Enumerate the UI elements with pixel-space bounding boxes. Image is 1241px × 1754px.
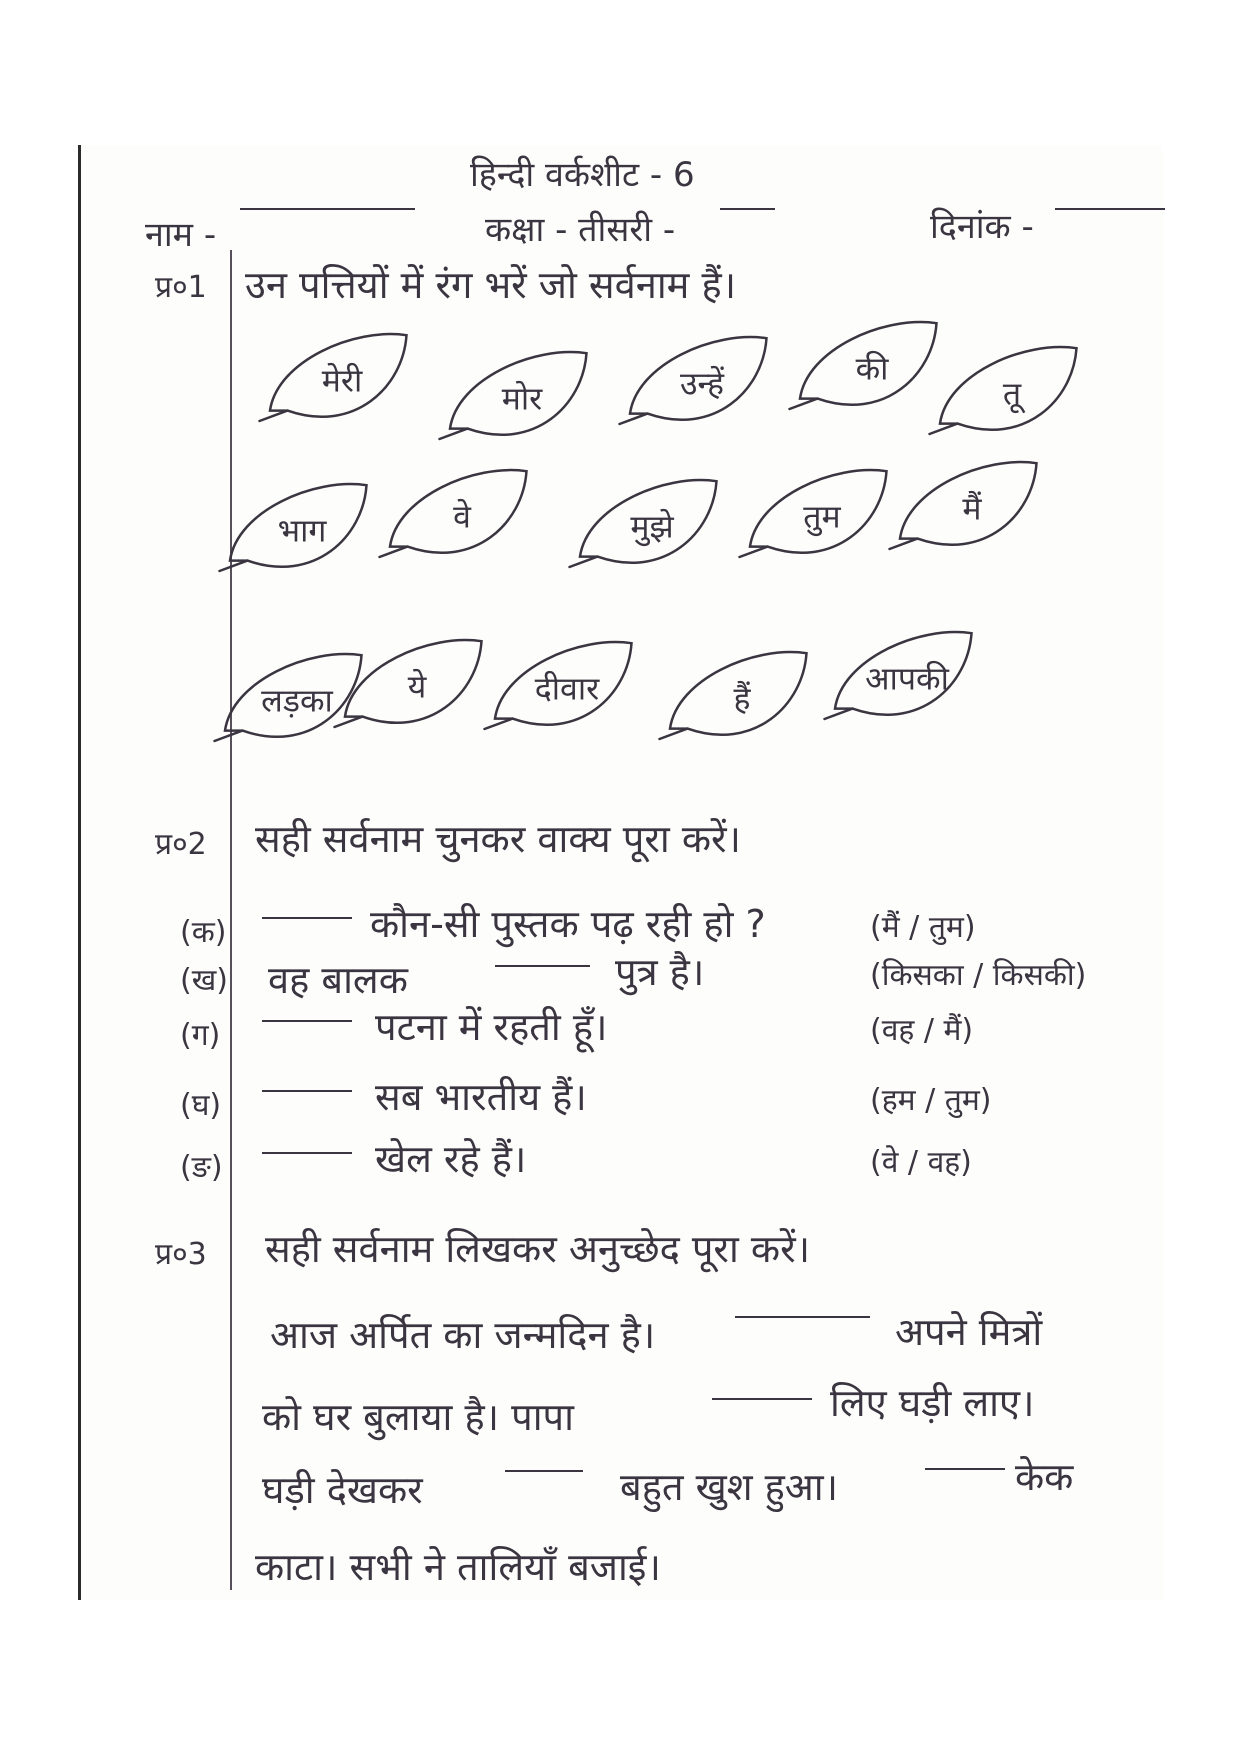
- q3-line2-b: लिए घड़ी लाए।: [830, 1381, 1035, 1425]
- leaf-stem: [890, 539, 918, 549]
- q2-answer-blank[interactable]: [262, 1090, 352, 1092]
- q3-line3-c: केक: [1015, 1455, 1074, 1499]
- q3-line3-b: बहुत खुश हुआ।: [620, 1465, 839, 1509]
- leaf-word: मुझे: [630, 507, 674, 546]
- q3-line2-a: को घर बुलाया है। पापा: [262, 1395, 574, 1439]
- leaf-word: ये: [407, 667, 427, 706]
- leaf-stem: [930, 424, 958, 434]
- q2-item-options: (वे / वह): [870, 1145, 972, 1180]
- leaf-word: उन्हें: [679, 364, 725, 403]
- leaf-word: तू: [1002, 374, 1022, 413]
- q2-item-label: (क): [180, 915, 227, 950]
- q3-blank-2[interactable]: [712, 1398, 812, 1400]
- q2-item-sentence: कौन-सी पुस्तक पढ़ रही हो ?: [370, 902, 766, 946]
- leaves-area: [0, 0, 1241, 780]
- q2-answer-blank[interactable]: [262, 917, 352, 919]
- q2-item-sentence: पुत्र है।: [615, 950, 705, 994]
- q2-item-options: (किसका / किसकी): [870, 958, 1087, 993]
- worksheet-title: हिन्दी वर्कशीट - 6: [470, 155, 695, 195]
- leaf-word: भाग: [277, 511, 327, 550]
- q3-line3-a: घड़ी देखकर: [262, 1468, 423, 1512]
- q3-line1-a: आज अर्पित का जन्मदिन है।: [270, 1313, 656, 1357]
- q3-blank-4[interactable]: [925, 1468, 1005, 1470]
- leaf-stem: [260, 411, 288, 421]
- q2-item-before: वह बालक: [268, 958, 408, 1002]
- q2-item-sentence: सब भारतीय हैं।: [375, 1075, 587, 1119]
- q2-answer-blank[interactable]: [262, 1152, 352, 1154]
- q3-blank-3[interactable]: [505, 1470, 583, 1472]
- name-label: नाम -: [145, 215, 217, 255]
- leaf-stem: [485, 719, 513, 729]
- q2-answer-blank[interactable]: [262, 1020, 352, 1022]
- q3-number: प्र०3: [155, 1237, 207, 1272]
- q2-item-sentence: खेल रहे हैं।: [375, 1137, 527, 1181]
- q2-prompt: सही सर्वनाम चुनकर वाक्य पूरा करें।: [255, 817, 741, 861]
- leaf-stem: [215, 731, 243, 741]
- leaf-stem: [380, 547, 408, 557]
- q2-item-label: (ग): [180, 1018, 221, 1053]
- leaf-word: मैं: [962, 489, 982, 528]
- leaf-word: मेरी: [321, 361, 363, 400]
- leaf-word: लड़का: [261, 681, 333, 720]
- leaf-word: आपकी: [865, 659, 949, 698]
- leaf-stem: [335, 717, 363, 727]
- q2-item-options: (हम / तुम): [870, 1083, 992, 1118]
- q2-item-sentence: पटना में रहती हूँ।: [375, 1005, 608, 1049]
- q3-blank-1[interactable]: [735, 1316, 870, 1318]
- date-label: दिनांक -: [930, 207, 1034, 247]
- q2-number: प्र०2: [155, 827, 207, 862]
- q1-number: प्र०1: [155, 270, 207, 305]
- leaf-word: हैं: [733, 679, 751, 718]
- q2-answer-blank[interactable]: [495, 965, 590, 967]
- leaf-word: की: [855, 349, 889, 388]
- leaf-word: वे: [453, 497, 471, 536]
- q2-item-options: (वह / मैं): [870, 1013, 974, 1048]
- class-label: कक्षा - तीसरी -: [485, 210, 676, 250]
- q3-line4: काटा। सभी ने तालियाँ बजाई।: [255, 1545, 661, 1589]
- leaf-stem: [660, 729, 688, 739]
- leaf-stem: [825, 709, 853, 719]
- q2-item-label: (ख): [180, 963, 228, 998]
- leaf-stem: [620, 414, 648, 424]
- leaf-stem: [440, 429, 468, 439]
- q2-item-options: (मैं / तुम): [870, 910, 976, 945]
- leaf-stem: [790, 399, 818, 409]
- q3-prompt: सही सर्वनाम लिखकर अनुच्छेद पूरा करें।: [265, 1227, 811, 1271]
- leaf-word: तुम: [803, 497, 841, 536]
- q1-prompt: उन पत्तियों में रंग भरें जो सर्वनाम हैं।: [245, 263, 737, 307]
- leaf-stem: [570, 557, 598, 567]
- q2-item-label: (घ): [180, 1088, 222, 1123]
- leaf-stem: [220, 561, 248, 571]
- leaf-word: मोर: [501, 379, 543, 418]
- q2-item-label: (ङ): [180, 1150, 223, 1185]
- q3-line1-b: अपने मित्रों: [895, 1310, 1043, 1354]
- leaf-stem: [740, 547, 768, 557]
- leaf-word: दीवार: [534, 669, 600, 708]
